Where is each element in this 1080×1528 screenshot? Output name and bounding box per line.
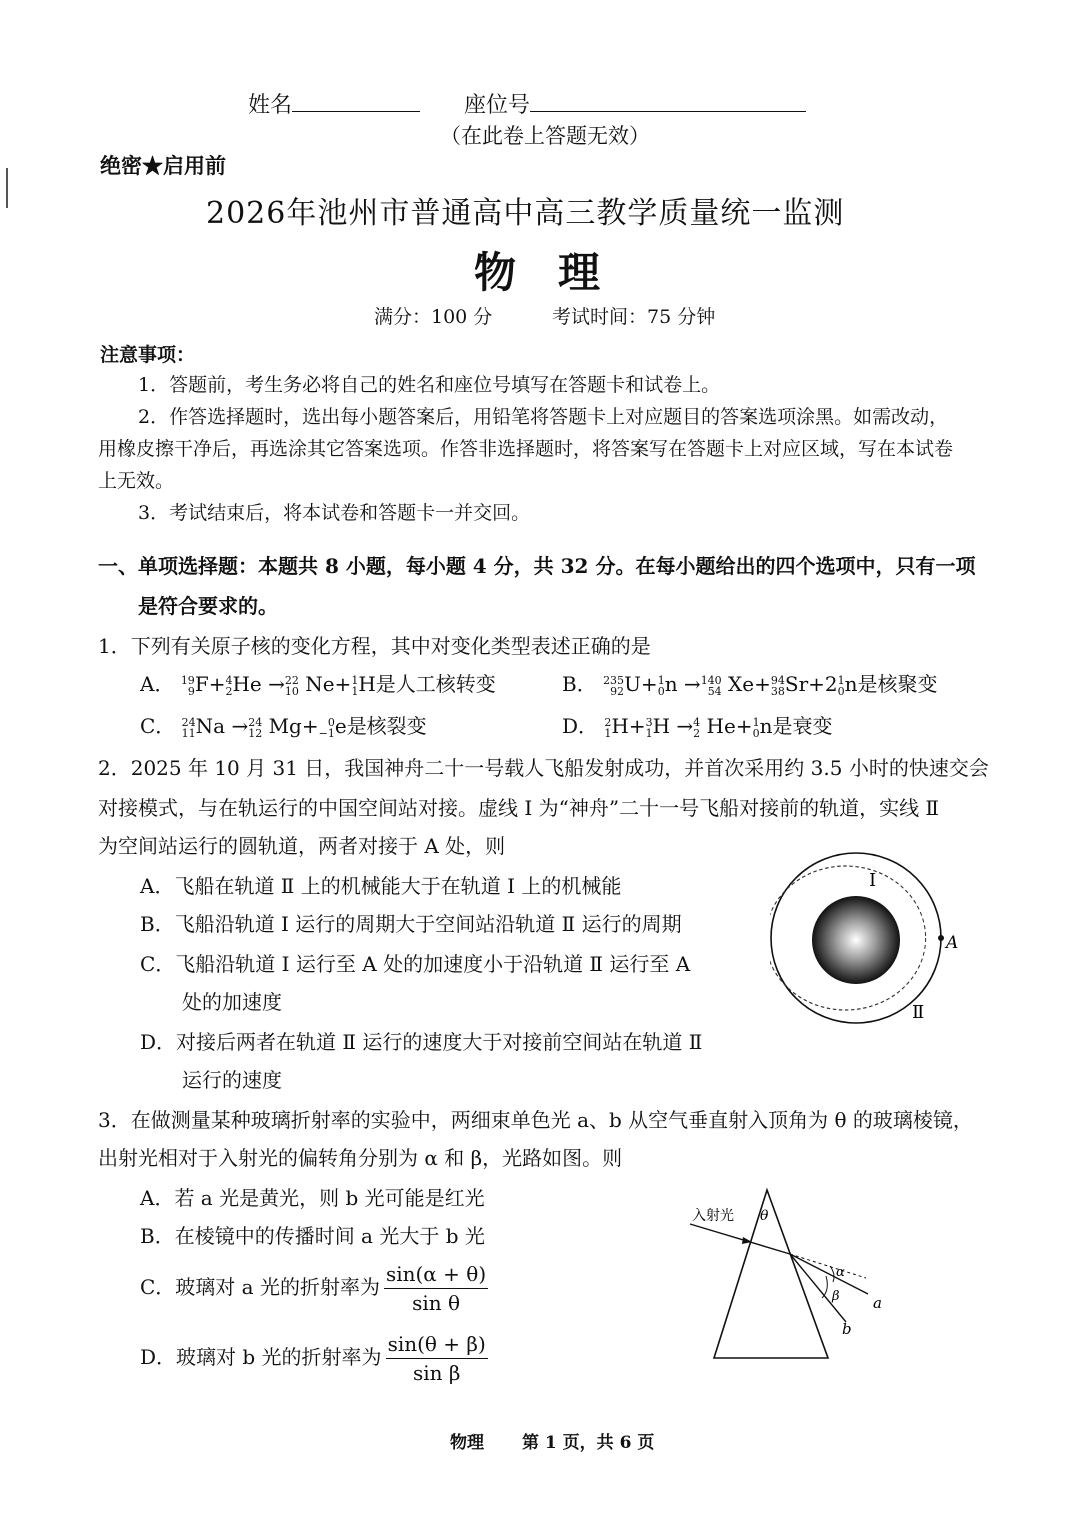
q1-option-c-desc: 是核裂变	[346, 714, 427, 738]
notice-item-2-line2: 用橡皮擦干净后，再选涂其它答案选项。作答非选择题时，将答案写在答题卡上对应区域，写在本试卷	[98, 438, 954, 460]
q3-option-d-denominator: sin β	[412, 1361, 461, 1385]
notice-title: 注意事项：	[100, 344, 196, 366]
q2-option-d-line1: D．对接后两者在轨道 Ⅱ 运行的速度大于对接前空间站在轨道 Ⅱ	[140, 1030, 703, 1054]
q1-option-d-label: D．	[562, 714, 599, 738]
secret-mark: 绝密★启用前	[100, 153, 226, 178]
alpha-arc	[830, 1266, 834, 1282]
ray-a	[790, 1254, 868, 1294]
q2-stem-line2: 对接模式，与在轨运行的中国空间站对接。虚线 Ⅰ 为“神舟”二十一号飞船对接前的轨道，实线 Ⅱ	[98, 796, 940, 820]
footer-subject: 物理	[450, 1433, 484, 1453]
theta-label: θ	[760, 1208, 769, 1224]
q1-option-d	[562, 710, 832, 739]
ray-a-label: a	[873, 1294, 882, 1312]
q2-stem-line1: 2．2025 年 10 月 31 日，我国神舟二十一号载人飞船发射成功，并首次采用约 3.5 小时的快速交会	[98, 756, 989, 780]
q1-option-b-equation: 235 92 U+ 1 0 n → 140 54 Xe+ 94 38 Sr+2 1 0 n	[603, 672, 858, 698]
q3-stem-line1: 3．在做测量某种玻璃折射率的实验中，两细束单色光 a、b 从空气垂直射入顶角为 θ 的玻璃棱镜，	[98, 1108, 973, 1132]
q2-option-c-line2: 处的加速度	[182, 990, 282, 1014]
q3-option-c-fraction	[384, 1262, 488, 1315]
footer-page-number: 第 1 页，共 6 页	[522, 1433, 655, 1453]
q3-option-d-text: D．玻璃对 b 光的折射率为	[140, 1345, 382, 1369]
q2-orbit-figure	[770, 848, 970, 1028]
q2-stem-line3: 为空间站运行的圆轨道，两者对接于 A 处，则	[98, 834, 506, 858]
invalid-note: （在此卷上答题无效）	[440, 124, 650, 148]
q1-option-a-desc: 是人工核转变	[375, 672, 496, 696]
q1-option-a-label: A．	[140, 672, 175, 696]
exam-time: 考试时间：75 分钟	[552, 306, 716, 328]
q2-option-d-line2: 运行的速度	[182, 1068, 282, 1092]
ray-b-label: b	[842, 1320, 852, 1338]
notice-item-1: 1．答题前，考生务必将自己的姓名和座位号填写在答题卡和试卷上。	[138, 374, 721, 396]
seat-blank	[530, 91, 806, 112]
q1-option-c	[140, 710, 427, 739]
q1-option-a	[140, 668, 496, 697]
q1-option-c-equation: 24 11 Na → 24 12 Mg+ 0 −1 e	[181, 714, 347, 740]
earth-sphere	[812, 896, 900, 984]
q1-option-d-desc: 是衰变	[772, 714, 833, 738]
full-score: 满分：100 分	[374, 306, 493, 328]
name-field	[248, 88, 420, 119]
name-label: 姓名	[248, 93, 293, 118]
seat-field	[464, 88, 806, 119]
q3-option-c-denominator: sin θ	[412, 1291, 461, 1315]
incident-light-label: 入射光	[692, 1208, 734, 1224]
q3-prism-figure	[680, 1186, 910, 1366]
notice-item-2-line1: 2．作答选择题时，选出每小题答案后，用铅笔将答题卡上对应题目的答案选项涂黑。如需改动，	[138, 406, 949, 428]
section1-heading-line2: 是符合要求的。	[138, 594, 278, 618]
q1-option-b-desc: 是核聚变	[857, 672, 938, 696]
alpha-label: α	[836, 1265, 845, 1280]
subject-title: 物 理	[474, 248, 601, 297]
q3-option-a: A．若 a 光是黄光，则 b 光可能是红光	[140, 1186, 485, 1210]
point-a-label: A	[946, 933, 959, 953]
q1-option-c-label: C．	[140, 714, 176, 738]
incident-ray	[690, 1224, 790, 1254]
docking-point	[938, 935, 944, 941]
q3-stem-line2: 出射光相对于入射光的偏转角分别为 α 和 β，光路如图。则	[98, 1146, 623, 1170]
q3-option-d-numerator: sin(θ + β)	[386, 1332, 488, 1359]
exam-title: 2026年池州市普通高中高三教学质量统一监测	[206, 196, 845, 231]
q3-option-d	[140, 1332, 488, 1385]
q3-option-d-fraction	[386, 1332, 488, 1385]
orbit-i-label: Ⅰ	[869, 870, 877, 891]
name-blank	[292, 91, 420, 112]
notice-item-3: 3．考试结束后，将本试卷和答题卡一并交回。	[138, 502, 531, 524]
seat-label: 座位号	[464, 93, 531, 118]
q3-option-c-numerator: sin(α + θ)	[384, 1262, 488, 1289]
q3-option-c-text: C．玻璃对 a 光的折射率为	[140, 1275, 380, 1299]
scan-edge-mark	[6, 168, 8, 208]
orbit-ii-label: Ⅱ	[912, 1002, 925, 1023]
q2-option-a: A．飞船在轨道 Ⅱ 上的机械能大于在轨道 Ⅰ 上的机械能	[140, 874, 622, 898]
q3-option-b: B．在棱镜中的传播时间 a 光大于 b 光	[140, 1224, 485, 1248]
q2-option-b: B．飞船沿轨道 Ⅰ 运行的周期大于空间站沿轨道 Ⅱ 运行的周期	[140, 912, 682, 936]
q1-stem: 1．下列有关原子核的变化方程，其中对变化类型表述正确的是	[98, 634, 651, 658]
beta-label: β	[832, 1289, 840, 1304]
normal-dashed-line	[790, 1254, 866, 1278]
q1-option-b-label: B．	[562, 672, 597, 696]
q1-option-d-equation: 2 1 H+ 3 1 H → 4 2 He+ 1 0 n	[604, 714, 773, 740]
q2-option-c-line1: C．飞船沿轨道 Ⅰ 运行至 A 处的加速度小于沿轨道 Ⅱ 运行至 A	[140, 952, 691, 976]
q1-option-a-equation: 19 9 F+ 4 2 He → 22 10 Ne+ 1 1 H	[180, 672, 376, 698]
q3-option-c	[140, 1262, 488, 1315]
section1-heading-line1: 一、单项选择题：本题共 8 小题，每小题 4 分，共 32 分。在每小题给出的四个选项中，只有一项	[98, 554, 976, 578]
notice-item-2-line3: 上无效。	[98, 470, 175, 492]
q1-option-b	[562, 668, 938, 697]
